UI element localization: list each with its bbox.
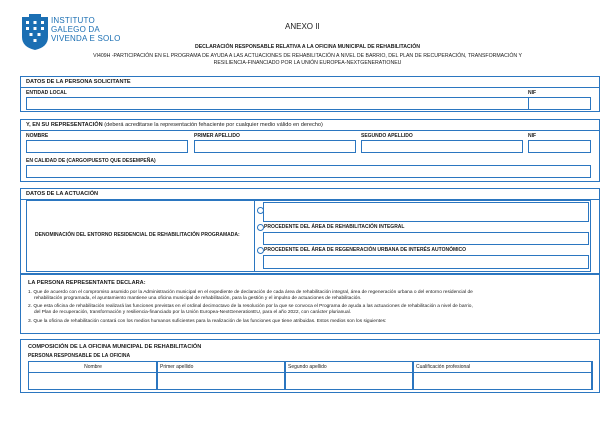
col-apellido2-label: Segundo apellido	[288, 364, 327, 370]
institution-line1: INSTITUTO	[51, 16, 95, 25]
nombre-label: NOMBRE	[26, 133, 49, 139]
declara-item1-line1: 1. Que de acuerdo con el compromiso asumido por la Administración municipal en el expediente de declaración de cada área de rehabilitación integral, área de regeneración urbana o del entorno residencial de	[28, 290, 473, 295]
nif-label: NIF	[528, 90, 537, 96]
option-other-field[interactable]	[263, 202, 589, 222]
rep-nif-label: NIF	[528, 133, 537, 139]
document-title: DECLARACIÓN RESPONSABLE RELATIVA A LA OFICINA MUNICIPAL DE REHABILITACIÓN	[194, 44, 421, 50]
col-apellido1-label: Primer apellido	[160, 364, 194, 370]
institution-line2: GALEGO DA	[51, 25, 100, 34]
nif-field[interactable]	[528, 97, 591, 110]
denominacion-box	[26, 200, 255, 272]
cell-apellido1[interactable]	[156, 372, 286, 390]
section-actuacion	[20, 188, 600, 274]
responsable-table	[28, 361, 592, 390]
option-regeneracion-field[interactable]	[263, 255, 589, 269]
document-subtitle-1: VI409H -PARTICIPACIÓN EN EL PROGRAMA DE AYUDA A LAS ACTUACIONES DE REHABILITACIÓN A NIVEL DE BARRIO, DEL PLAN DE RECUPERACIÓN, TRANSFORMACIÓN Y	[93, 53, 522, 59]
nombre-field[interactable]	[26, 140, 188, 153]
col-nombre-label: Nombre	[84, 364, 102, 370]
responsable-label: PERSONA RESPONSABLE DE LA OFICINA	[28, 353, 131, 359]
section-header-solicitante: DATOS DE LA PERSONA SOLICITANTE	[26, 79, 131, 85]
institution-line3: VIVENDA E SOLO	[51, 34, 121, 43]
declara-item2-line2: del Plan de recuperación, transformación y resiliencia-financiado por la Unión Europea-NextGenerationEU, para el año 2022, con carácter plurianual.	[34, 310, 352, 315]
institution-name	[51, 16, 121, 43]
annex-label: ANEXO II	[285, 22, 320, 31]
entidad-label: ENTIDAD LOCAL	[26, 90, 67, 96]
option-integral-field[interactable]	[263, 232, 589, 245]
cell-nombre[interactable]	[28, 372, 158, 390]
representacion-title: Y, EN SU REPRESENTACIÓN	[26, 122, 103, 128]
option-regeneracion-radio[interactable]	[257, 247, 264, 254]
cell-cualificacion[interactable]	[412, 372, 593, 390]
calidad-label: EN CALIDAD DE (CARGO/PUESTO QUE DESEMPEÑA)	[26, 158, 156, 164]
rep-nif-field[interactable]	[528, 140, 591, 153]
declara-item2-line1: 2. Que esta oficina de rehabilitación realizará las funciones previstas en el ordinal decimoctavo de la resolución por la que se convoca el Programa de ayuda a las actuaciones de rehabilitación a nivel de barrio,	[28, 304, 473, 309]
option-integral-label: PROCEDENTE DEL ÁREA DE REHABILITACIÓN INTEGRAL	[264, 224, 405, 230]
option-regeneracion-label: PROCEDENTE DEL ÁREA DE REGENERACIÓN URBANA DE INTERÉS AUTONÓMICO	[264, 247, 467, 253]
col-cualificacion-label: Cualificación profesional	[416, 364, 471, 370]
declara-item3: 3. Que la oficina de rehabilitación contará con los medios humanos suficientes para la realización de las funciones que tiene atribuidas. Estos medios son los siguientes:	[28, 319, 387, 324]
cell-apellido2[interactable]	[284, 372, 414, 390]
primer-apellido-field[interactable]	[194, 140, 356, 153]
calidad-field[interactable]	[26, 165, 591, 178]
declara-item1-line2: rehabilitación programada, el ayuntamiento mantiene una oficina municipal de rehabilitación, para la gestión y el impulso de actuaciones de rehabilitación.	[34, 296, 362, 301]
primer-apellido-label: PRIMER APELLIDO	[194, 133, 240, 139]
section-header-representacion	[26, 122, 323, 128]
document-subtitle-2: RESILIENCIA-FINANCIADO POR LA UNIÓN EUROPEA-NEXTGENERATIONEU	[213, 60, 402, 66]
representacion-note: (deberá acreditarse la representación fehaciente por cualquier medio válido en derecho)	[104, 122, 323, 128]
entidad-local-field[interactable]	[26, 97, 543, 110]
options-box	[254, 200, 591, 272]
section-solicitante	[20, 76, 600, 112]
section-representacion	[20, 119, 600, 182]
section-composicion	[20, 339, 600, 393]
composicion-header: COMPOSICIÓN DE LA OFICINA MUNICIPAL DE REHABILITACIÓN	[28, 344, 202, 350]
section-header-actuacion: DATOS DE LA ACTUACIÓN	[26, 191, 99, 197]
segundo-apellido-field[interactable]	[361, 140, 523, 153]
declara-header: LA PERSONA REPRESENTANTE DECLARA:	[28, 280, 146, 286]
segundo-apellido-label: SEGUNDO APELLIDO	[361, 133, 413, 139]
denominacion-label: DENOMINACIÓN DEL ENTORNO RESIDENCIAL DE REHABILITACIÓN PROGRAMADA:	[35, 232, 240, 238]
section-declara	[20, 274, 600, 334]
option-integral-radio[interactable]	[257, 224, 264, 231]
